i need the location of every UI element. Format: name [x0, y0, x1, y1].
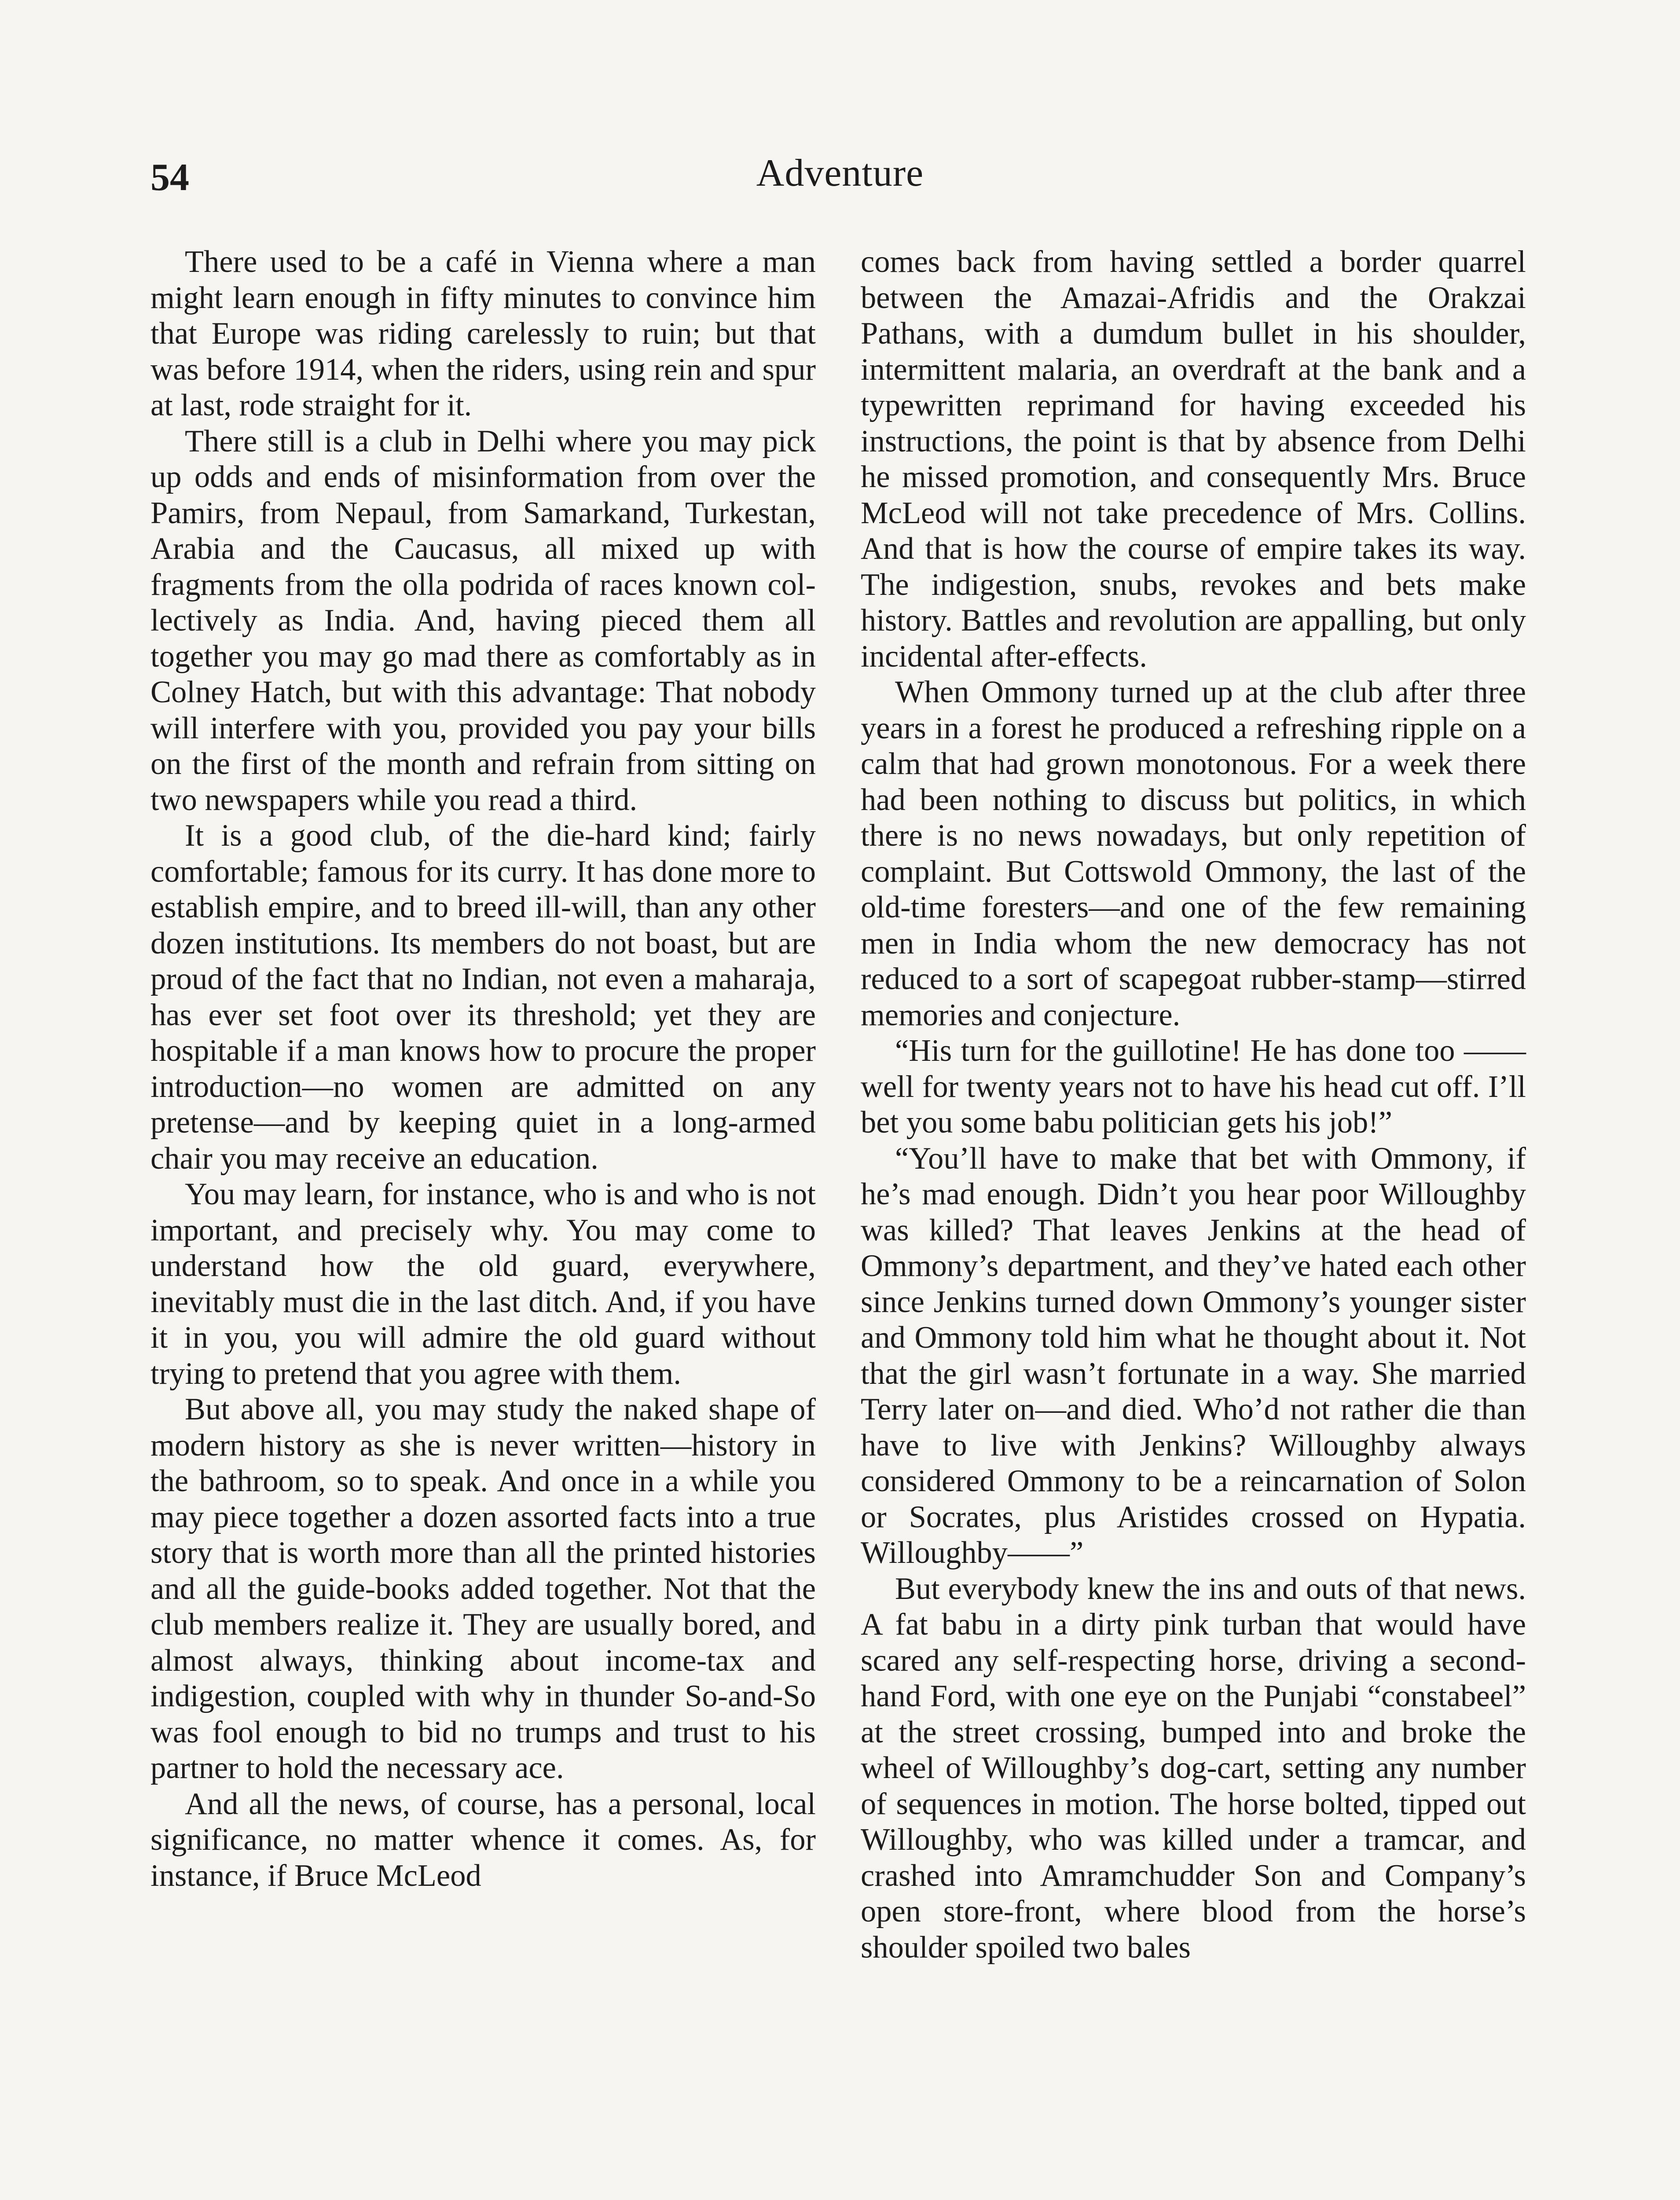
paragraph: But above all, you may study the naked shape of modern history as she is never written—history in the bathroom, so to speak. And once in a while you may piece together a dozen assorted facts into a true story that is worth more than all the printed histories and all the guide-books added together. Not that the club members realize it. They are usually bored, and almost always, thinking about income-tax and indigestion, coupled with why in thunder So-and-So was fool enough to bid no trumps and trust to his partner to hold the necessary ace. — [150, 1392, 816, 1785]
paragraph: There still is a club in Delhi where you may pick up odds and ends of misinformation from over the Pamirs, from Nepaul, from Samarkand, Turkestan, Arabia and the Caucasus, all mixed up with fragments from the olla podrida of races known collectively as India. And, having pieced them all together you may go mad there as comfortably as in Colney Hatch, but with this advantage: That nobody will interfere with you, provided you pay your bills on the first of the month and refrain from sitting on two newspapers while you read a third. — [150, 424, 816, 817]
paragraph: You may learn, for instance, who is and who is not important, and precisely why. You may come to understand how the old guard, everywhere, inevitably must die in the last ditch. And, if you have it in you, you will admire the old guard without trying to pretend that you agree with them. — [150, 1177, 816, 1391]
paragraph-continuation: comes back from having settled a border quarrel between the Amazai-Afridis and the Orakzai Pathans, with a dumdum bullet in his shoulder, intermittent malaria, an overdraft at the bank and a typewritten reprimand for having exceeded his instructions, the point is that by absence from Delhi he missed promotion, and consequently Mrs. Bruce McLeod will not take precedence of Mrs. Collins. And that is how the course of empire takes its way. The indigestion, snubs, revokes and bets make history. Battles and revolution are appalling, but only incidental after-effects. — [861, 245, 1526, 674]
paragraph: “His turn for the guillotine! He has done too —— well for twenty years not to have his head cut off. I’ll bet you some babu politician gets his job!” — [861, 1034, 1526, 1140]
left-column — [150, 244, 816, 1894]
paragraph: There used to be a café in Vienna where a man might learn enough in fifty minutes to convince him that Europe was riding carelessly to ruin; but that was before 1914, when the riders, using rein and spur at last, rode straight for it. — [150, 245, 816, 422]
right-column — [861, 244, 1526, 1965]
page-number: 54 — [150, 156, 189, 199]
running-head: Adventure — [756, 152, 924, 194]
paragraph: But everybody knew the ins and outs of that news. A fat babu in a dirty pink turban that would have scared any self-respecting horse, driving a second-hand Ford, with one eye on the Punjabi “constabeel” at the street crossing, bumped into and broke the wheel of Willoughby’s dog-cart, setting any number of sequences in motion. The horse bolted, tipped out Willoughby, who was killed under a tramcar, and crashed into Amramchudder Son and Company’s open store-front, where blood from the horse’s shoulder spoiled two bales — [861, 1571, 1526, 1965]
paragraph: And all the news, of course, has a personal, local significance, no matter whence it comes. As, for instance, if Bruce McLeod — [150, 1786, 816, 1893]
paragraph: “You’ll have to make that bet with Ommony, if he’s mad enough. Didn’t you hear poor Willoughby was killed? That leaves Jenkins at the head of Ommony’s department, and they’ve hated each other since Jenkins turned down Ommony’s younger sister and Ommony told him what he thought about it. Not that the girl wasn’t fortunate in a way. She married Terry later on—and died. Who’d not rather die than have to live with Jenkins? Willoughby always considered Ommony to be a reincarnation of Solon or Socrates, plus Aristides crossed on Hypatia. Willoughby——” — [861, 1141, 1526, 1570]
paragraph: It is a good club, of the die-hard kind; fairly comfortable; famous for its curry. It has done more to establish empire, and to breed ill-will, than any other dozen institutions. Its members do not boast, but are proud of the fact that no Indian, not even a maharaja, has ever set foot over its threshold; yet they are hospitable if a man knows how to procure the proper introduction—no women are admitted on any pretense—and by keeping quiet in a long-armed chair you may receive an education. — [150, 818, 816, 1176]
paragraph: When Ommony turned up at the club after three years in a forest he produced a refreshing ripple on a calm that had grown monotonous. For a week there had been nothing to discuss but politics, in which there is no news nowadays, but only repetition of complaint. But Cottswold Ommony, the last of the old-time foresters—and one of the few remaining men in India whom the new democracy has not reduced to a sort of scapegoat rubber-stamp—stirred memories and conjecture. — [861, 675, 1526, 1032]
